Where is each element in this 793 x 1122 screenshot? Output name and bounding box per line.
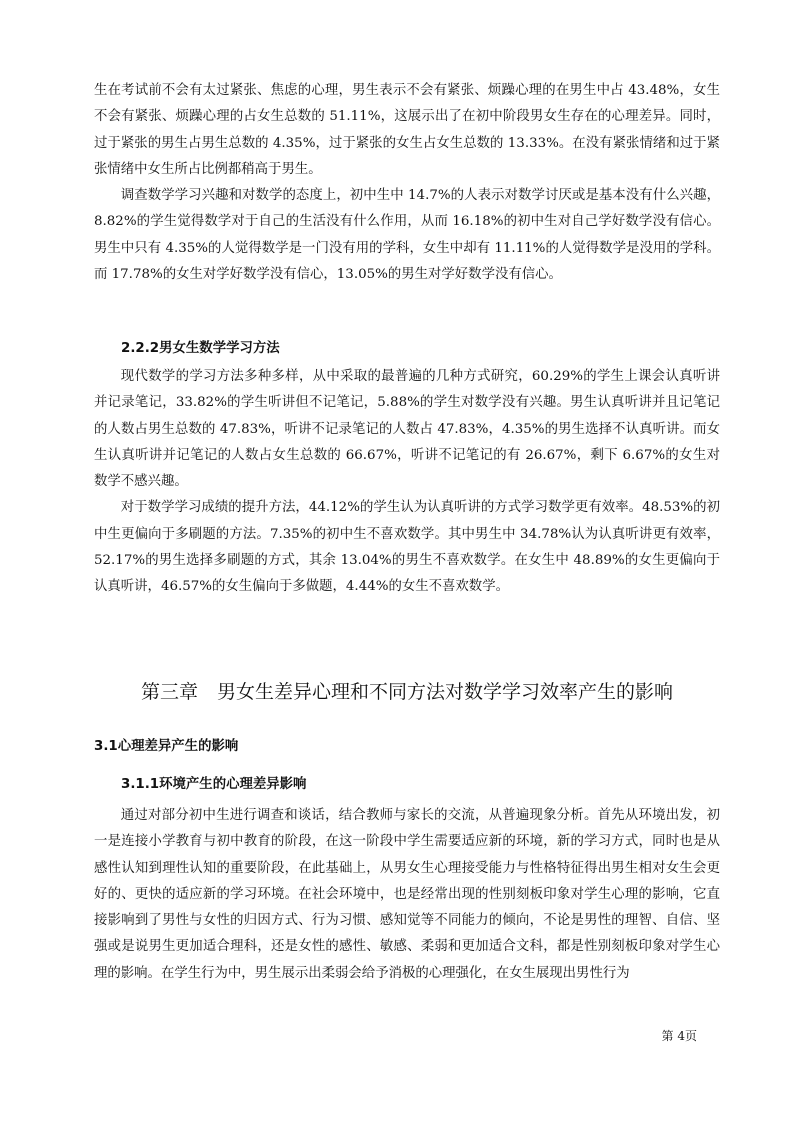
paragraph: 生在考试前不会有太过紧张、焦虑的心理，男生表示不会有紧张、烦躁心理的在男生中占 43.48%，女生不会有紧张、烦躁心理的占女生总数的 51.11%，这展示出了在初中阶段男女生存在的心理差异。同时，过于紧张的男生占男生总数的 4.35%，过于紧张的女生占女生总数的 13.33%。在没有紧张情绪和过于紧张情绪中女生所占比例都稍高于男生。	[94, 83, 720, 177]
page-number: 第 4页	[661, 1029, 697, 1043]
paragraph: 对于数学学习成绩的提升方法，44.12%的学生认为认真听讲的方式学习数学更有效率。48.53%的初中生更偏向于多刷题的方法。7.35%的初中生不喜欢数学。其中男生中 34.78%认为认真听讲更有效率，52.17%的男生选择多刷题的方式，其余 13.04%的男生不喜欢数学。在女生中 48.89%的女生更偏向于认真听讲，46.57%的女生偏向于多做题，4.44%的女生不喜欢数学。	[94, 500, 720, 595]
text-block-1	[94, 78, 720, 288]
section-heading-3-1-1: 3.1.1环境产生的心理差异影响	[121, 777, 307, 792]
chapter-title: 第三章 男女生差异心理和不同方法对数学学习效率产生的影响	[140, 681, 673, 703]
paragraph: 调查数学学习兴趣和对数学的态度上，初中生中 14.7%的人表示对数学讨厌或是基本没有什么兴趣，8.82%的学生觉得数学对于自己的生活没有什么作用，从而 16.18%的初中生对自己学好数学没有信心。男生中只有 4.35%的人觉得数学是一门没有用的学科，女生中却有 11.11%的人觉得数学是没用的学科。而 17.78%的女生对学好数学没有信心，13.05%的男生对学好数学没有信心。	[94, 188, 720, 283]
text-block-3	[94, 803, 720, 987]
paragraph: 通过对部分初中生进行调查和谈话，结合教师与家长的交流，从普遍现象分析。首先从环境出发，初一是连接小学教育与初中教育的阶段，在这一阶段中学生需要适应新的环境，新的学习方式，同时也是从感性认知到理性认知的重要阶段，在此基础上，从男女生心理接受能力与性格特征得出男生相对女生会更好的、更快的适应新的学习环境。在社会环境中，也是经常出现的性别刻板印象对学生心理的影响，它直接影响到了男性与女性的归因方式、行为习惯、感知觉等不同能力的倾向，不论是男性的理智、自信、坚强或是说男生更加适合理科，还是女性的感性、敏感、柔弱和更加适合文科，都是性别刻板印象对学生心理的影响。在学生行为中，男生展示出柔弱会给予消极的心理强化，在女生展现出男性行为	[94, 808, 720, 981]
paragraph: 现代数学的学习方法多种多样，从中采取的最普遍的几种方式研究，60.29%的学生上课会认真听讲并记录笔记，33.82%的学生听讲但不记笔记，5.88%的学生对数学没有兴趣。男生认真听讲并且记笔记的人数占男生总数的 47.83%，听讲不记录笔记的人数占 47.83%，4.35%的男生选择不认真听讲。而女生认真听讲并记笔记的人数占女生总数的 66.67%，听讲不记笔记的有 26.67%，剩下 6.67%的女生对数学不感兴趣。	[94, 369, 720, 490]
text-block-2	[94, 364, 720, 601]
section-heading-2-2-2: 2.2.2男女生数学学习方法	[121, 341, 280, 356]
section-heading-3-1: 3.1心理差异产生的影响	[94, 739, 239, 754]
